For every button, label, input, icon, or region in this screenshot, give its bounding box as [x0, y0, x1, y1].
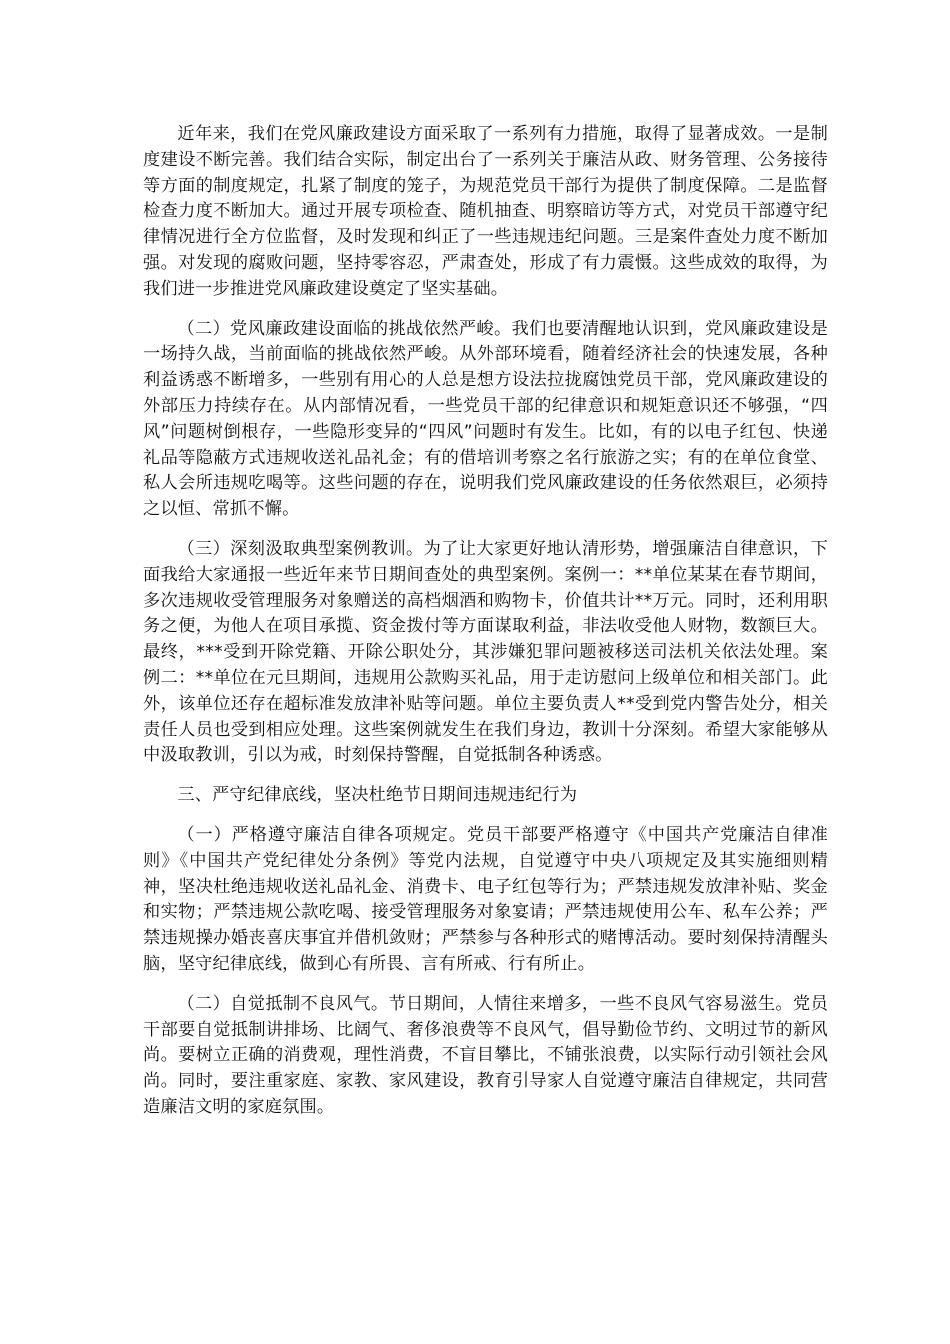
- section-heading-three: 三、严守纪律底线，坚决杜绝节日期间违规违纪行为: [177, 785, 578, 806]
- paragraph-achievements: 近年来，我们在党风廉政建设方面采取了一系列有力措施，取得了显著成效。一是制度建设不断完善。我们结合实际，制定出台了一系列关于廉洁从政、财务管理、公务接待等方面的制度规定，扎紧了制度的笼子，为规范党员干部行为提供了制度保障。二是监督检查力度不断加大。通过开展专项检查、随机抽查、明察暗访等方式，对党员干部遵守纪律情况进行全方位监督，及时发现和纠正了一些违规违纪问题。三是案件查处力度不断加强。对发现的腐败问题，坚持零容忍，严肃查处，形成了有力震慑。这些成效的取得，为我们进一步推进党风廉政建设奠定了坚实基础。: [143, 124, 828, 299]
- paragraph-self-discipline-rules: （一）严格遵守廉洁自律各项规定。党员干部要严格遵守《中国共产党廉洁自律准则》《中国共产党纪律处分条例》等党内法规，自觉遵守中央八项规定及其实施细则精神，坚决杜绝违规收送礼品礼金、消费卡、电子红包等行为；严禁违规发放津补贴、奖金和实物；严禁违规公款吃喝、接受管理服务对象宴请；严禁违规使用公车、私车公养；严禁违规操办婚丧喜庆事宜并借机敛财；严禁参与各种形式的赌博活动。要时刻保持清醒头脑，坚守纪律底线，做到心有所畏、言有所戒、行有所止。: [143, 824, 828, 974]
- paragraph-case-lessons: （三）深刻汲取典型案例教训。为了让大家更好地认清形势，增强廉洁自律意识，下面我给大家通报一些近年来节日期间查处的典型案例。案例一：**单位某某在春节期间，多次违规收受管理服务对象赠送的高档烟酒和购物卡，价值共计**万元。同时，还利用职务之便，为他人在项目承揽、资金拨付等方面谋取利益，非法收受他人财物，数额巨大。最终，***受到开除党籍、开除公职处分，其涉嫌犯罪问题被移送司法机关依法处理。案例二：**单位在元旦期间，违规用公款购买礼品，用于走访慰问上级单位和相关部门。此外，该单位还存在超标准发放津补贴等问题。单位主要负责人**受到党内警告处分，相关责任人员也受到相应处理。这些案例就发生在我们身边，教训十分深刻。希望大家能够从中汲取教训，引以为戒，时刻保持警醒，自觉抵制各种诱惑。: [143, 538, 828, 766]
- paragraph-resist-bad-habits: （二）自觉抵制不良风气。节日期间，人情往来增多，一些不良风气容易滋生。党员干部要自觉抵制讲排场、比阔气、奢侈浪费等不良风气，倡导勤俭节约、文明过节的新风尚。要树立正确的消费观，理性消费，不盲目攀比，不铺张浪费，以实际行动引领社会风尚。同时，要注重家庭、家教、家风建设，教育引导家人自觉遵守廉洁自律规定，共同营造廉洁文明的家庭氛围。: [143, 993, 828, 1117]
- document-page: [143, 122, 828, 1135]
- paragraph-challenges: （二）党风廉政建设面临的挑战依然严峻。我们也要清醒地认识到，党风廉政建设是一场持久战，当前面临的挑战依然严峻。从外部环境看，随着经济社会的快速发展，各种利益诱惑不断增多，一些别有用心的人总是想方设法拉拢腐蚀党员干部，党风廉政建设的外部压力持续存在。从内部情况看，一些党员干部的纪律意识和规矩意识还不够强，“四风”问题树倒根存，一些隐形变异的“四风”问题时有发生。比如，有的以电子红包、快递礼品等隐蔽方式违规收送礼品礼金；有的借培训考察之名行旅游之实；有的在单位食堂、私人会所违规吃喝等。这些问题的存在，说明我们党风廉政建设的任务依然艰巨，必须持之以恒、常抓不懈。: [143, 318, 828, 520]
